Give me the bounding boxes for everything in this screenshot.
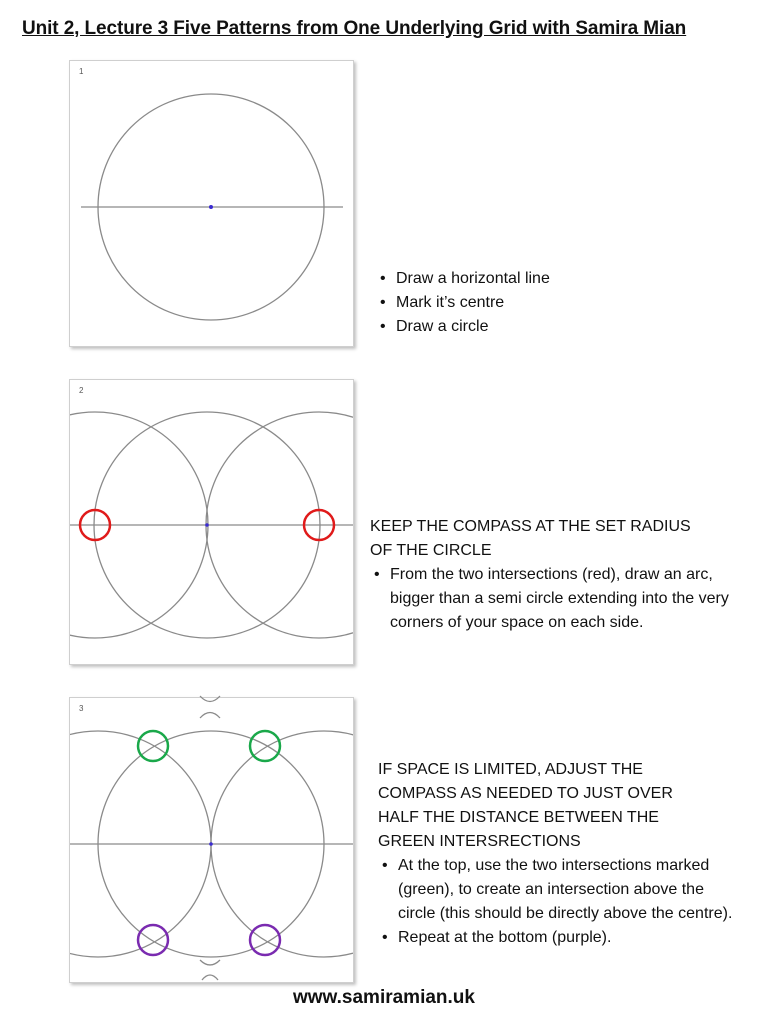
step-2-diagram xyxy=(69,379,354,665)
step-2-drawing xyxy=(70,380,353,664)
step-3-heading-line: HALF THE DISTANCE BETWEEN THE xyxy=(378,809,659,826)
step-3-bullet: • At the top, use the two intersections marked (green), to create an intersection above the circle (this should be directly above the centre). xyxy=(378,854,738,926)
step-2-bullet: • From the two intersections (red), draw an arc, bigger than a semi circle extending into the very corners of your space on each side. xyxy=(370,563,740,635)
top-intersection-mark xyxy=(195,693,225,723)
page-title: Unit 2, Lecture 3 Five Patterns from One Underlying Grid with Samira Mian xyxy=(22,18,687,39)
website-link[interactable]: www.samiramian.uk xyxy=(293,987,475,1008)
step-3-heading-line: IF SPACE IS LIMITED, ADJUST THE xyxy=(378,761,643,778)
green-marker-right xyxy=(250,731,280,761)
step-1-bullet: • Mark it’s centre xyxy=(376,291,736,315)
step-3-number: 3 xyxy=(79,704,84,713)
centre-point xyxy=(205,523,209,527)
step-2-heading-line: KEEP THE COMPASS AT THE SET RADIUS xyxy=(370,518,691,535)
step-1-number: 1 xyxy=(79,67,84,76)
step-1-instructions xyxy=(376,267,736,339)
step-2-heading-line: OF THE CIRCLE xyxy=(370,542,492,559)
step-3-heading-line: GREEN INTERSRECTIONS xyxy=(378,833,581,850)
step-3-diagram xyxy=(69,697,354,983)
centre-point xyxy=(209,842,213,846)
step-1-bullet: • Draw a horizontal line xyxy=(376,267,736,291)
purple-marker-left xyxy=(138,925,168,955)
step-3-bullet: • Repeat at the bottom (purple). xyxy=(378,926,738,950)
step-2-number: 2 xyxy=(79,386,84,395)
step-3-instructions xyxy=(378,758,738,950)
bottom-intersection-mark xyxy=(195,958,225,982)
step-2-instructions xyxy=(370,515,740,635)
centre-point xyxy=(209,205,213,209)
step-1-drawing xyxy=(70,61,353,346)
step-3-drawing xyxy=(70,698,353,982)
step-1-bullet: • Draw a circle xyxy=(376,315,736,339)
step-3-heading-line: COMPASS AS NEEDED TO JUST OVER xyxy=(378,785,673,802)
step-1-diagram xyxy=(69,60,354,347)
